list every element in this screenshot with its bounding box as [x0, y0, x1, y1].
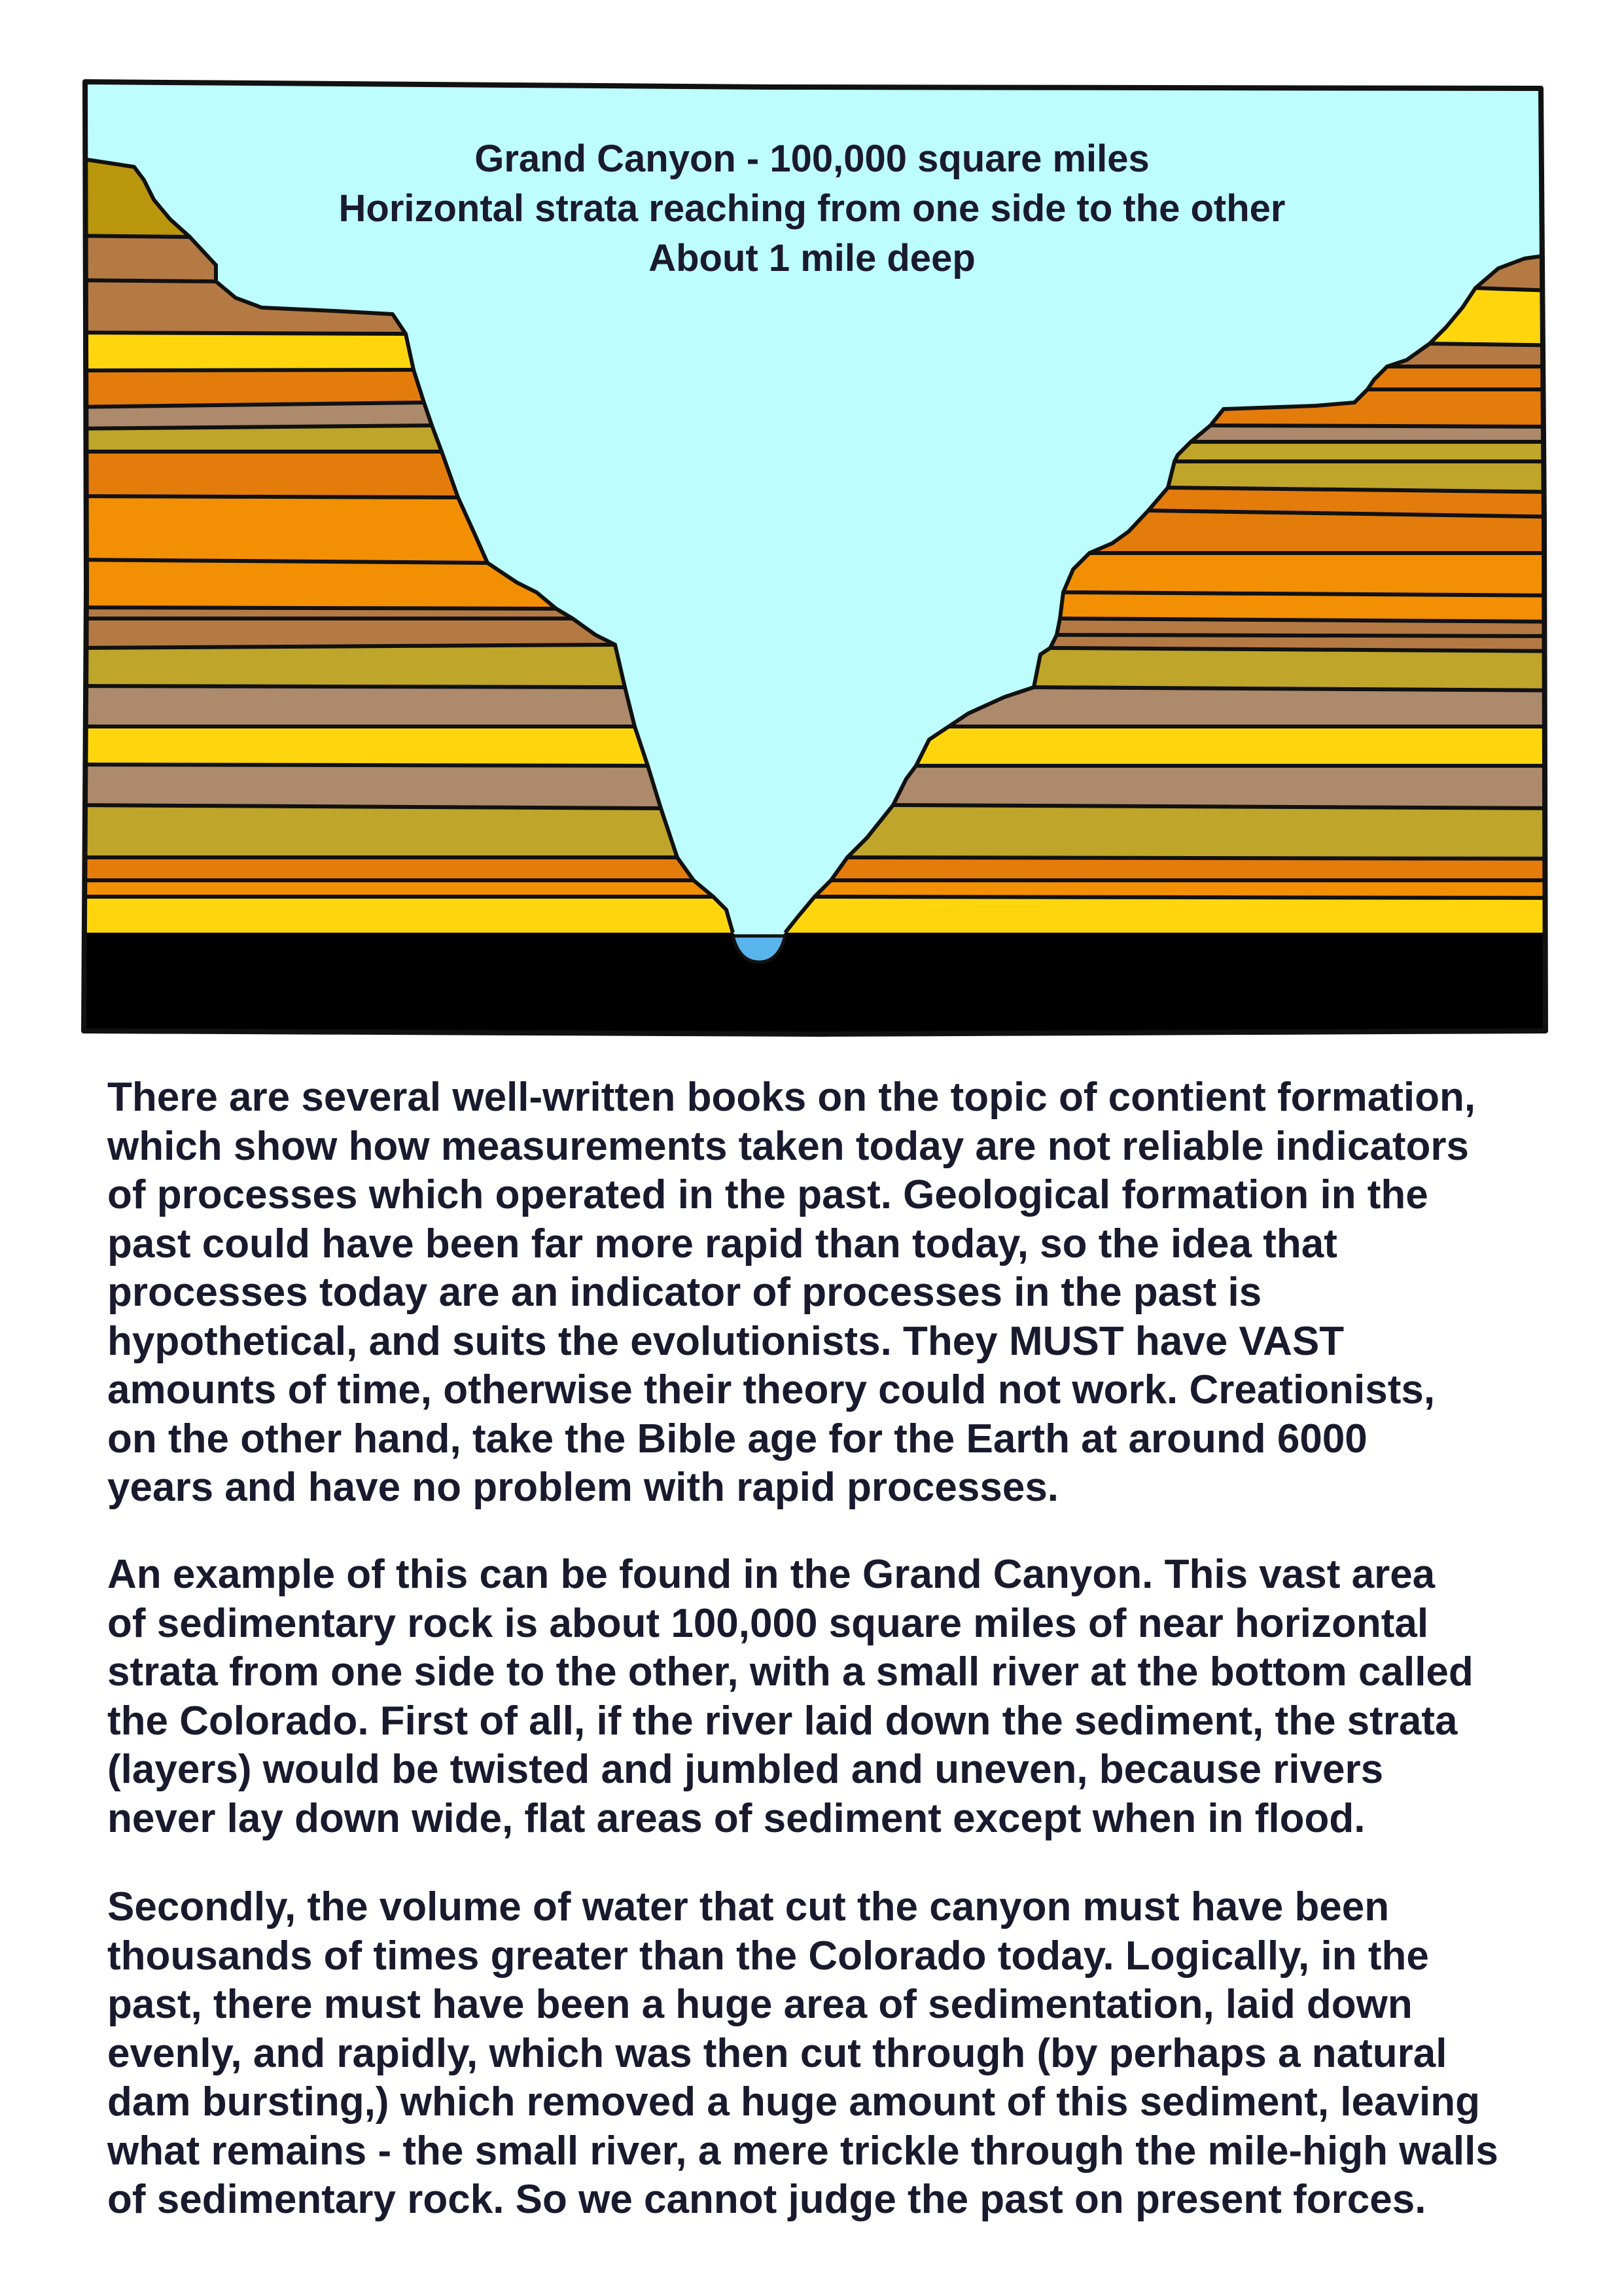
caption-line-1: Grand Canyon - 100,000 square miles [474, 137, 1150, 180]
text-line: amounts of time, otherwise their theory could not work. Creationists, [107, 1367, 1436, 1412]
text-line: of processes which operated in the past. Geological formation in the [107, 1172, 1428, 1217]
paragraph-2 [107, 1551, 1580, 1843]
text-line: hypothetical, and suits the evolutionists. They MUST have VAST [107, 1318, 1345, 1364]
text-line: dam bursting,) which removed a huge amount of this sediment, leaving [107, 2079, 1480, 2125]
text-line: Secondly, the volume of water that cut the canyon must have been [107, 1884, 1390, 1929]
text-line: the Colorado. First of all, if the river laid down the sediment, the strata [107, 1698, 1458, 1744]
text-line: past, there must have been a huge area of sedimentation, laid down [107, 1982, 1413, 2027]
caption-line-2: Horizontal strata reaching from one side to the other [338, 187, 1286, 230]
text-line: processes today are an indicator of processes in the past is [107, 1270, 1262, 1315]
text-line: evenly, and rapidly, which was then cut through (by perhaps a natural [107, 2030, 1447, 2076]
text-line: of sedimentary rock. So we cannot judge the past on present forces. [107, 2177, 1426, 2222]
paragraph-1 [107, 1073, 1580, 1513]
text-line: what remains - the small river, a mere trickle through the mile-high walls [107, 2128, 1498, 2174]
text-line: past could have been far more rapid than today, so the idea that [107, 1221, 1337, 1266]
text-line: on the other hand, take the Bible age for the Earth at around 6000 [107, 1416, 1368, 1462]
text-line: There are several well-written books on the topic of contient formation, [107, 1075, 1476, 1120]
caption-line-3: About 1 mile deep [648, 237, 976, 279]
text-line: years and have no problem with rapid processes. [107, 1465, 1059, 1510]
text-line: which show how measurements taken today are not reliable indicators [107, 1123, 1469, 1169]
paragraph-3 [107, 1883, 1580, 2225]
text-line: never lay down wide, flat areas of sediment except when in flood. [107, 1795, 1366, 1841]
text-line: strata from one side to the other, with a small river at the bottom called [107, 1649, 1474, 1695]
text-line: An example of this can be found in the Grand Canyon. This vast area [107, 1552, 1436, 1597]
text-line: thousands of times greater than the Colorado today. Logically, in the [107, 1933, 1429, 1979]
text-line: of sedimentary rock is about 100,000 square miles of near horizontal [107, 1600, 1429, 1646]
text-line: (layers) would be twisted and jumbled and uneven, because rivers [107, 1747, 1384, 1792]
